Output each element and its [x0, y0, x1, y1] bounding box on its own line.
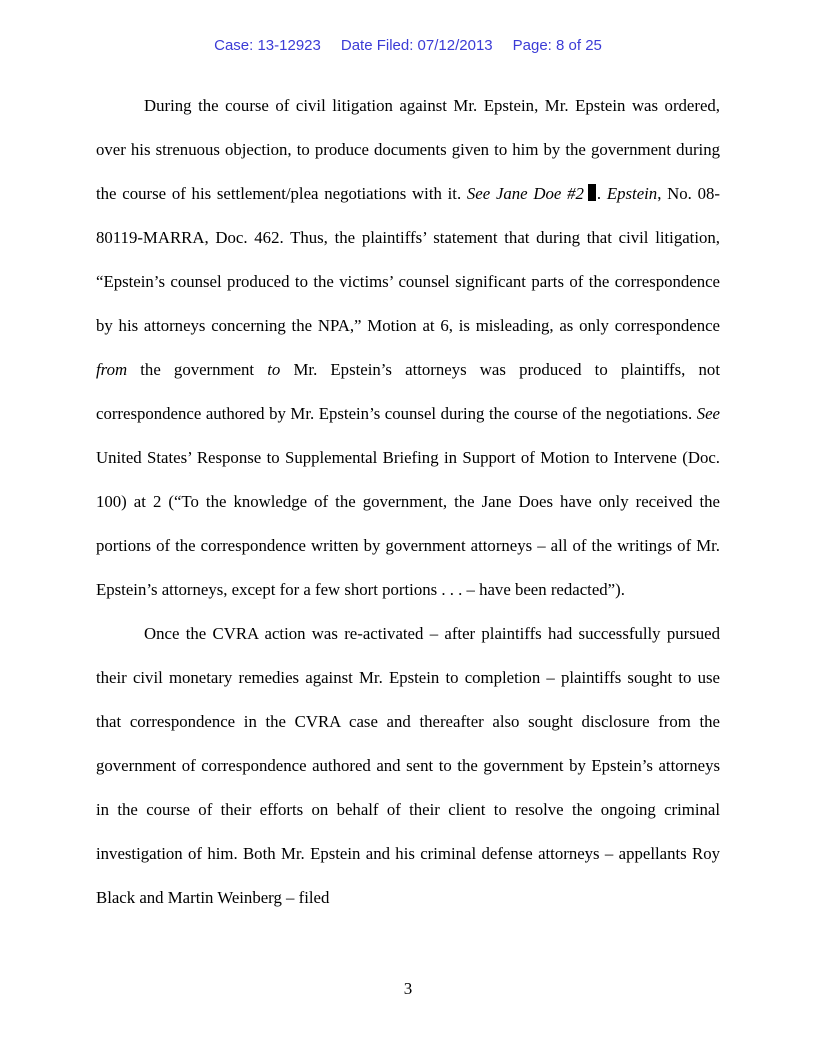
- p1-from-italic: from: [96, 360, 128, 379]
- date-filed: Date Filed: 07/12/2013: [340, 37, 493, 54]
- redaction-block: [588, 184, 596, 201]
- p1-text-i: Mr. Epstein’s attorneys was produced to plaintiffs, not correspondence authored by Mr. Epstein’s counsel during the course of the negotiations.: [96, 360, 720, 423]
- page-of-total: Page: 8 of 25: [512, 37, 602, 54]
- p1-text-e: , No. 08-80119-MARRA, Doc. 462. Thus, the plaintiffs’ statement that during that civil litigation, “Epstein’s counsel produced to the victims’ counsel significant parts of the correspondence by his attorneys concerning the NPA,” Motion at 6, is misleading, as only correspondence: [96, 184, 720, 335]
- p1-case-name-italic: Epstein: [606, 184, 658, 203]
- page-number: 3: [403, 979, 413, 998]
- p1-text-c: .: [596, 184, 607, 203]
- p1-text-g: the government: [127, 360, 268, 379]
- p1-citation-italic: See Jane Doe #2: [466, 184, 584, 203]
- p1-to-italic: to: [267, 360, 281, 379]
- case-number: Case: 13-12923: [214, 37, 321, 54]
- filing-header: [0, 37, 816, 54]
- p1-text-k: United States’ Response to Supplemental Briefing in Support of Motion to Intervene (Doc. 100) at 2 (“To the knowledge of the government, the Jane Does have only received the portions of the correspondence written by government attorneys – all of the writings of Mr. Epstein’s attorneys, except for a few short portions . . . – have been redacted”).: [96, 448, 720, 599]
- p1-text-a: During the course of civil litigation against Mr. Epstein, Mr. Epstein was ordered, over his strenuous objection, to produce documents given to him by the government during the course of his settlement/plea negotiations with it.: [96, 96, 720, 203]
- document-body: [96, 84, 720, 920]
- p1-see-italic: See: [696, 404, 720, 423]
- paragraph-2: Once the CVRA action was re-activated – after plaintiffs had successfully pursued their civil monetary remedies against Mr. Epstein to completion – plaintiffs sought to use that correspondence in the CVRA case and thereafter also sought disclosure from the government of correspondence authored and sent to the government by Epstein’s attorneys in the course of their efforts on behalf of their client to resolve the ongoing criminal investigation of him. Both Mr. Epstein and his criminal defense attorneys – appellants Roy Black and Martin Weinberg – filed: [96, 624, 720, 907]
- paragraph-1: [96, 84, 720, 612]
